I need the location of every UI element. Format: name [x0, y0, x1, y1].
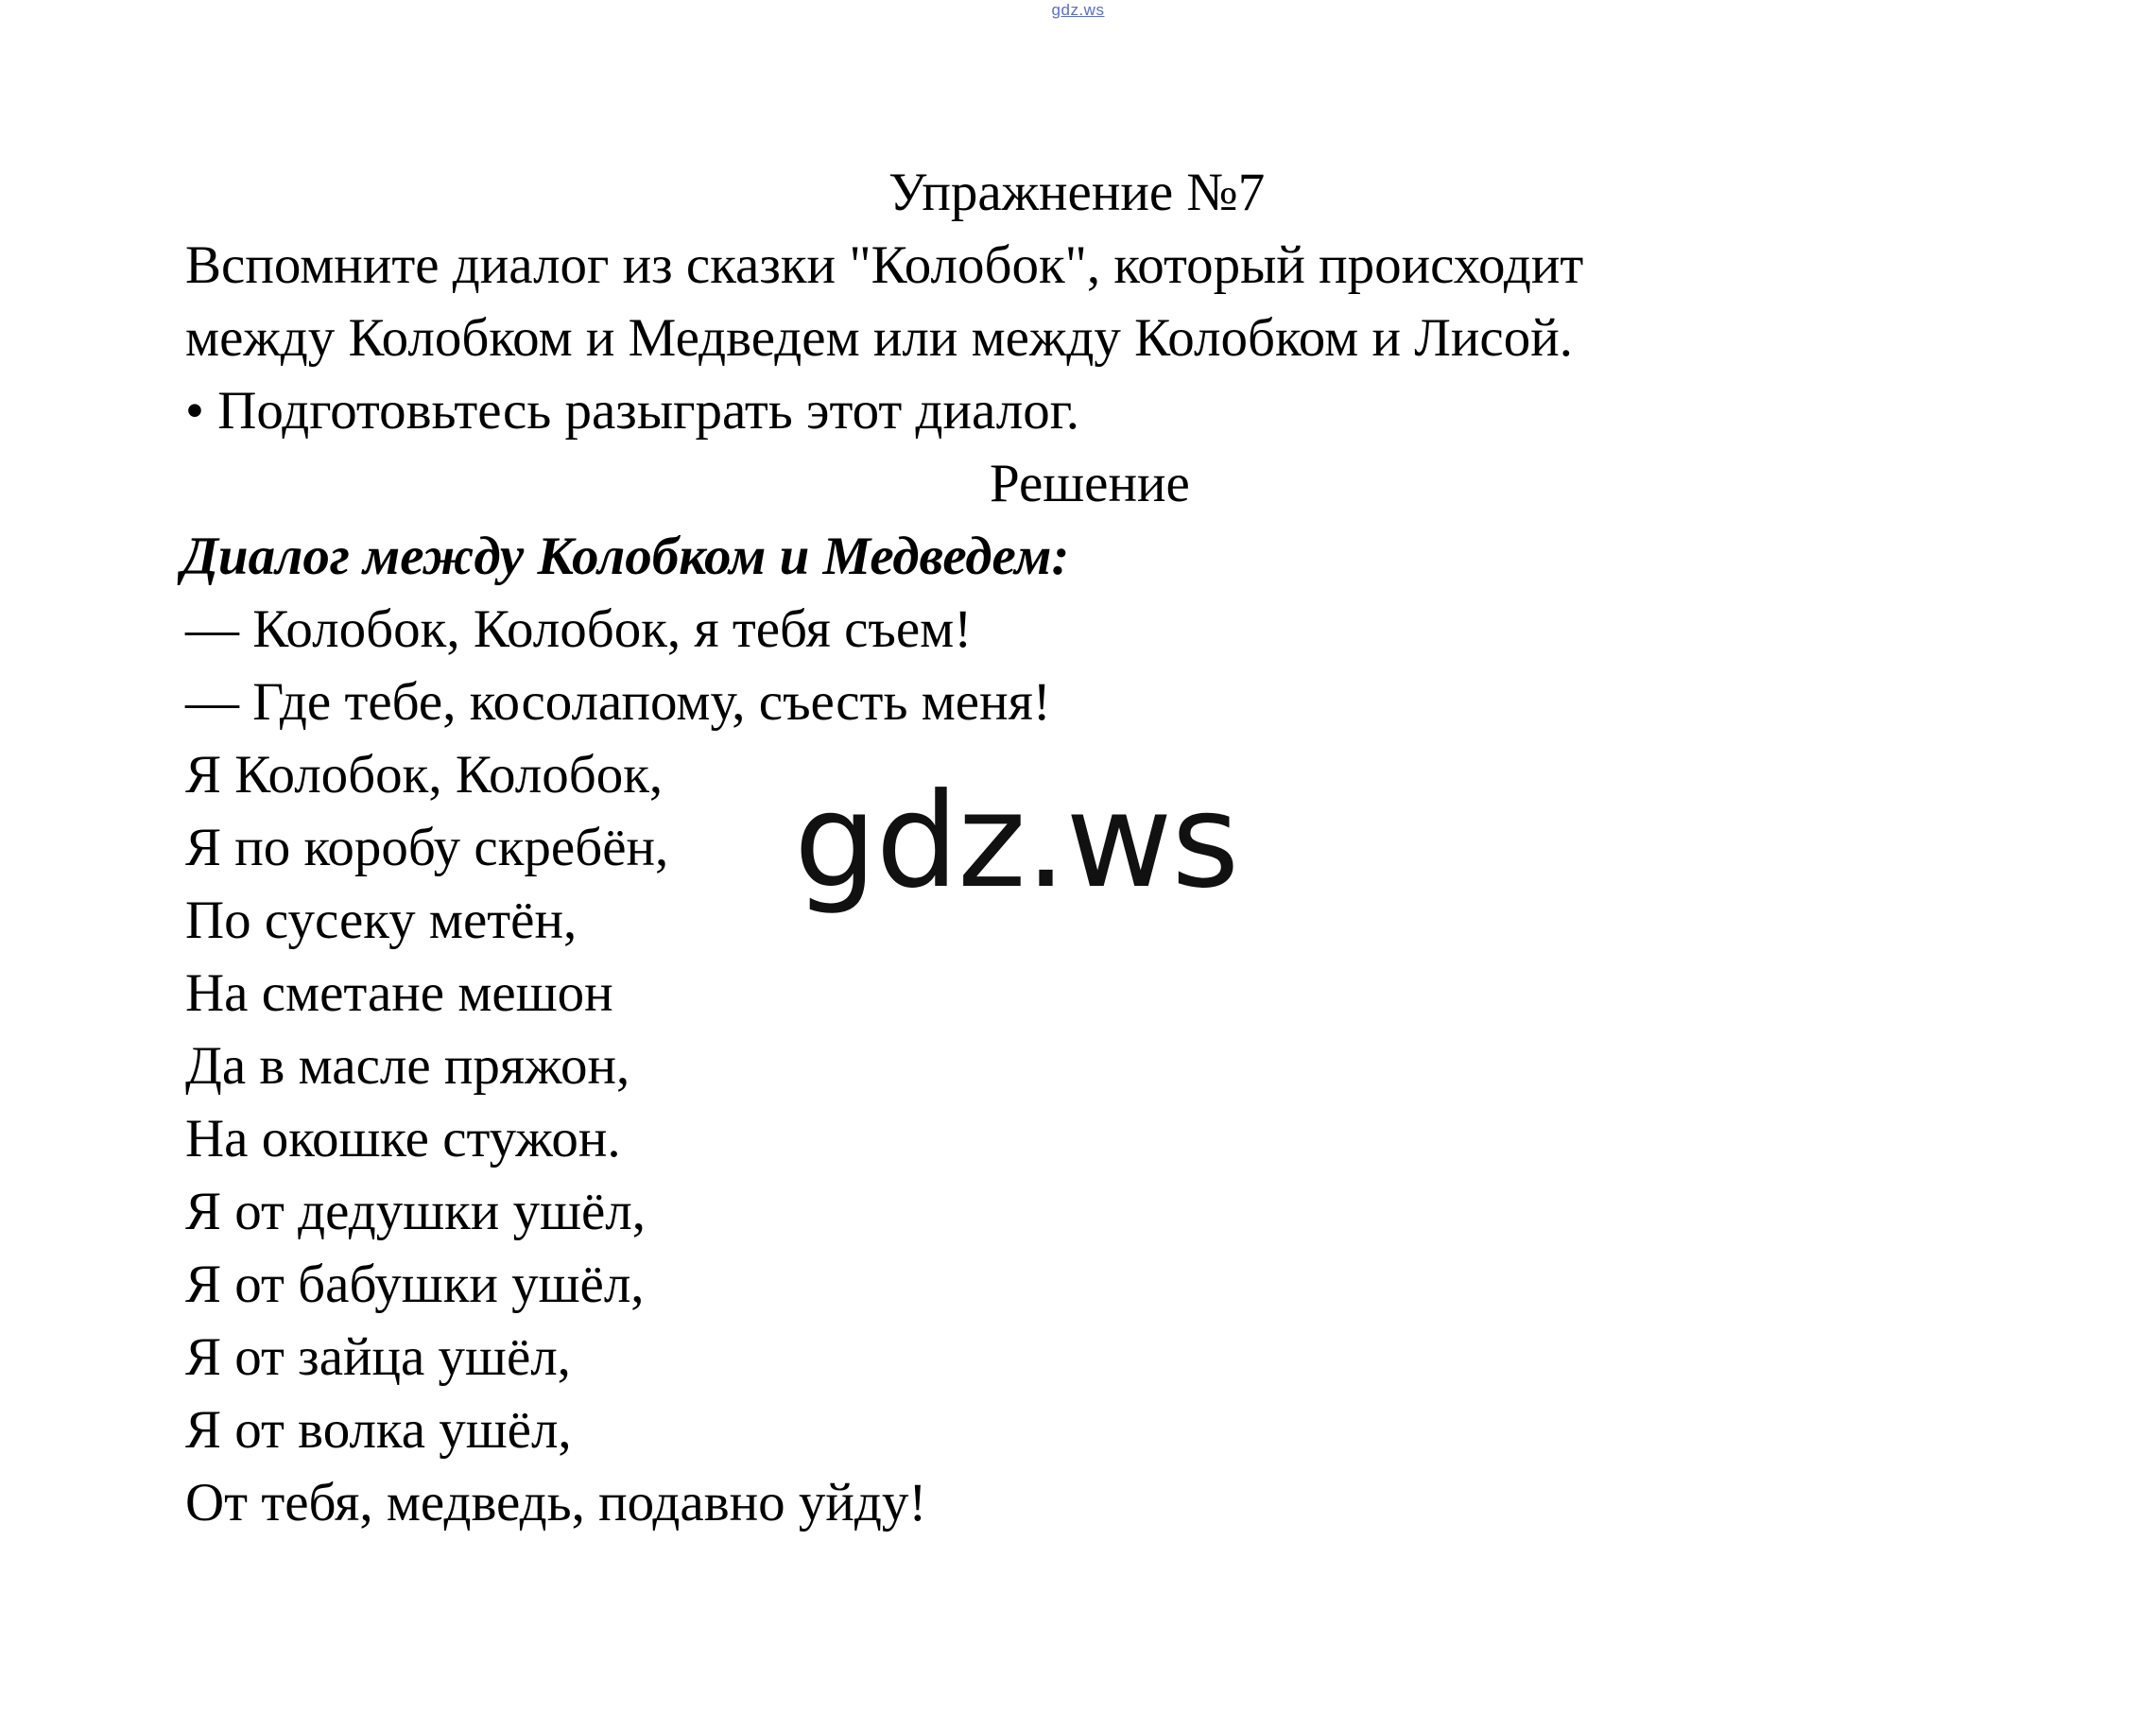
solution-heading-row — [0, 447, 2156, 520]
poem-line: Я от зайца ушёл, — [185, 1327, 571, 1387]
dialog-line: — Где тебе, косолапому, съесть меня! — [185, 672, 1051, 732]
poem-line: По сусеку метён, — [185, 891, 578, 950]
poem-line: От тебя, медведь, подавно уйду! — [185, 1473, 927, 1532]
task-line-2: между Колобком и Медведем или между Колобком и Лисой. — [185, 308, 1573, 368]
solution-heading: Решение — [990, 454, 1190, 513]
task-bullet-line: • Подготовьтесь разыграть этот диалог. — [185, 381, 1079, 441]
dialog-line: — Колобок, Колобок, я тебя съем! — [185, 599, 973, 659]
exercise-title: Упражнение №7 — [888, 163, 1266, 222]
main-watermark: gdz.ws — [794, 765, 1239, 917]
poem-line: На окошке стужон. — [185, 1109, 621, 1169]
poem-line: Я по коробу скребён, — [185, 818, 669, 877]
task-line-1: Вспомните диалог из сказки "Колобок", который происходит — [185, 235, 1584, 295]
poem-line: На сметане мешон — [185, 963, 613, 1023]
poem-line: Я от бабушки ушёл, — [185, 1255, 645, 1314]
poem-line: Я от волка ушёл, — [185, 1400, 572, 1460]
top-watermark: gdz.ws — [1051, 1, 1105, 19]
exercise-title-row — [0, 156, 2156, 229]
poem-line: Да в масле пряжон, — [185, 1036, 630, 1096]
dialog-heading: Диалог между Колобком и Медведем: — [181, 527, 1070, 586]
poem-line: Я Колобок, Колобок, — [185, 745, 664, 805]
poem-line: Я от дедушки ушёл, — [185, 1182, 646, 1241]
